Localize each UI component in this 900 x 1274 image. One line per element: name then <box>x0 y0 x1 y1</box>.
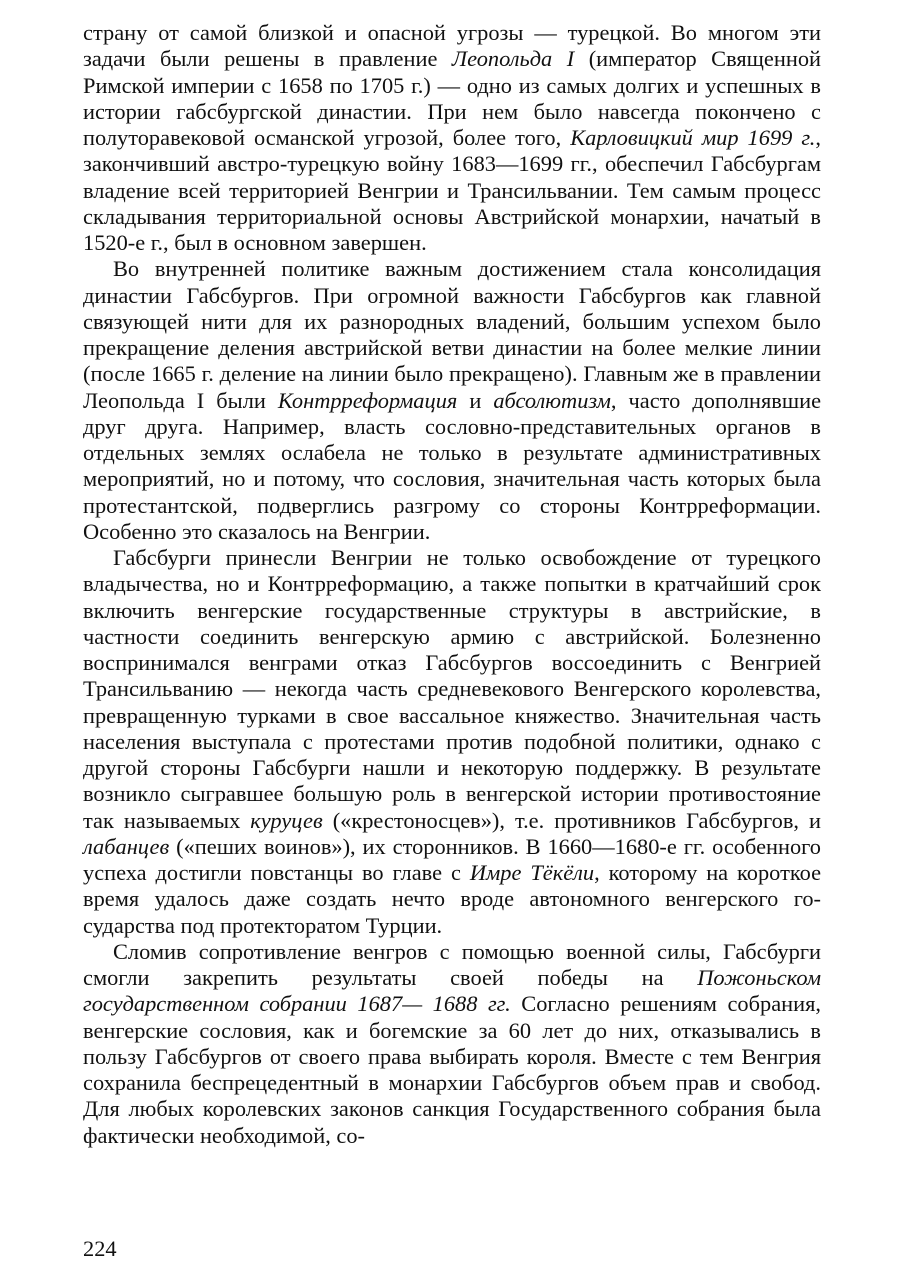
paragraph-3 <box>83 545 821 939</box>
paragraph-segment: , которому на короткое время удалось даже создать нечто вроде автономного венгерского государства под протекторатом Турции. <box>83 860 822 938</box>
paragraph-segment-italic: абсолютизм <box>493 387 611 413</box>
paragraph-segment-italic: Контрреформация <box>277 387 458 413</box>
paragraph-segment: , закончивший австро-турецкую войну 1683—1699 гг., обеспечил Габсбургам владение всей территорией Венгрии и Трансильвании. Тем самым процесс складывания территориальной основы Австрийской монархии, начатый в 1520-е г., был в основном завершен. <box>83 125 821 255</box>
page-text-block <box>83 20 821 1149</box>
paragraph-4 <box>83 939 821 1149</box>
paragraph-1 <box>83 20 821 256</box>
paragraph-segment: («пеших воинов»), их сторонников. В 1660—1680-е гг. особенного успеха достигли повстанцы во главе с <box>83 833 821 885</box>
paragraph-segment: Во внутренней политике важным достижением стала консолидация династии Габсбургов. При огромной важности Габсбургов как главной связующей нити для их разнородных владений, большим успехом было прекращение деления австрийской ветви династии на более мелкие линии (после 1665 г. деление на линии было прекращено). Главным же в правлении Леопольда I были <box>83 256 821 413</box>
paragraph-2 <box>83 256 821 545</box>
paragraph-segment: Сломив сопротивление венгров с помощью военной силы, Габсбурги смогли закрепить результаты своей победы на <box>83 938 821 990</box>
page-number: 224 <box>83 1236 117 1261</box>
paragraph-segment-italic: Имре Тёкёли <box>469 860 595 885</box>
paragraph-segment-italic: Пожоньском государственном собрании 1687— 1688 гг. <box>83 965 821 1017</box>
paragraph-segment: Согласно решениям собрания, венгерские сословия, как и богемские за 60 лет до них, отказывались в пользу Габсбургов от своего права выбирать короля. Вместе с тем Венгрия сохранила беспрецедентный в монархии Габсбургов объем прав и свобод. Для любых королевских законов санкция Государственного собрания была фактически необходимой, со- <box>83 991 822 1148</box>
paragraph-segment-italic: куруцев <box>250 807 323 833</box>
paragraph-segment: , часто дополнявшие друг друга. Например, власть сословно-представительных органов в отдельных землях ослабела не только в результате административных мероприятий, но и потому, что сословия, значительная часть которых была протестантской, подверглись разгрому со стороны Контрреформации. Особенно это сказалось на Венгрии. <box>83 387 822 544</box>
paragraph-segment: (император Священной Римской империи с 1658 по 1705 г.) — одно из самых долгих и успешных в истории габсбургской династии. При нем было навсегда покончено с полуторавековой османской угрозой, более того, <box>83 46 821 150</box>
paragraph-segment-italic: Леопольда I <box>451 46 575 72</box>
paragraph-segment: («крестоносцев»), т.е. противников Габсбургов, и <box>322 807 821 833</box>
paragraph-segment: и <box>457 387 494 413</box>
paragraph-segment-italic: Карловицкий мир 1699 г. <box>570 125 816 150</box>
paragraph-segment-italic: лабанцев <box>83 833 170 859</box>
paragraph-segment: страну от самой близкой и опасной угрозы — турецкой. Во многом эти задачи были решены в правление <box>83 20 821 72</box>
paragraph-segment: Габсбурги принесли Венгрии не только освобождение от турецкого владычества, но и Контрреформацию, а также попытки в кратчайший срок включить венгерские государственные структуры в австрийские, в частности соединить венгерскую армию с австрийской. Болезненно воспринимался венграми отказ Габсбургов воссоединить с Венгрией Трансильванию — некогда часть средневекового Венгерского королевства, превращенную турками в свое вассальное княжество. Значительная часть населения выступала с протестами против подобной политики, однако с другой стороны Габсбурги нашли и некоторую поддержку. В результате возникло сыгравшее большую роль в венгерской истории противостояние так называемых <box>83 545 821 833</box>
